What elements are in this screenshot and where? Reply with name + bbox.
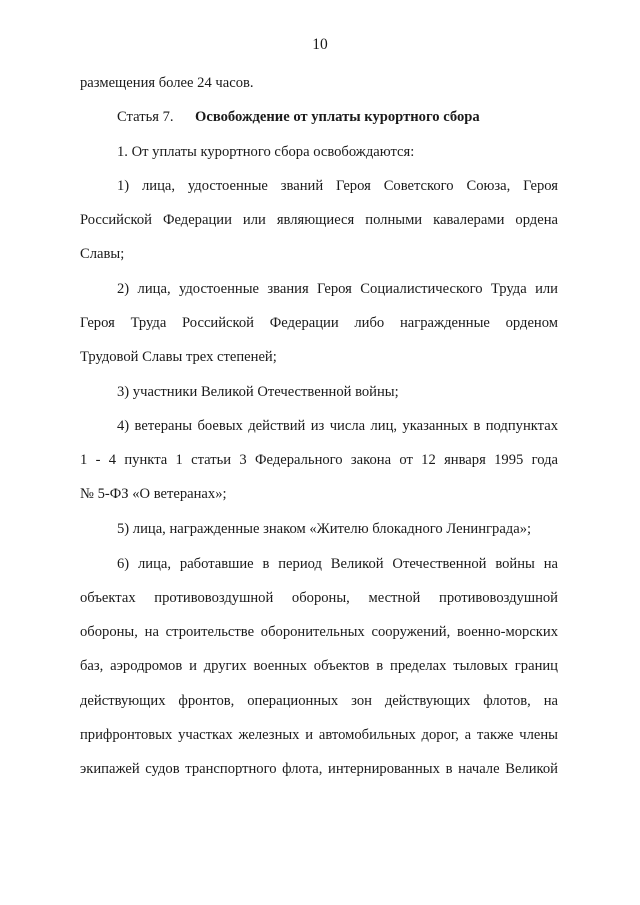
text-line: обороны, на строительстве оборонительных сооружений, военно-морских — [80, 624, 558, 640]
text-line: Героя Труда Российской Федерации либо награжденные орденом — [80, 315, 558, 331]
text-line: 5) лица, награжденные знаком «Жителю блокадного Ленинграда»; — [117, 521, 532, 537]
text-line: 6) лица, работавшие в период Великой Отечественной войны на — [117, 556, 558, 572]
text-line: 4) ветераны боевых действий из числа лиц, указанных в подпунктах — [117, 418, 558, 434]
text-line: размещения более 24 часов. — [80, 75, 254, 91]
text-line: 3) участники Великой Отечественной войны; — [117, 384, 399, 400]
text-line: 2) лица, удостоенные звания Героя Социалистического Труда или — [117, 281, 558, 297]
page-number: 10 — [312, 36, 328, 53]
text-line: действующих фронтов, операционных зон действующих флотов, на — [80, 693, 558, 709]
text-line: 1 - 4 пункта 1 статьи 3 Федерального закона от 12 января 1995 года — [80, 452, 558, 468]
text-line: 1) лица, удостоенные званий Героя Советского Союза, Героя — [117, 178, 558, 194]
text-line: прифронтовых участках железных и автомобильных дорог, а также члены — [80, 727, 558, 743]
text-line: баз, аэродромов и других военных объектов в пределах тыловых границ — [80, 658, 558, 674]
text-line: Славы; — [80, 246, 125, 262]
article-label: Статья 7. — [117, 109, 174, 125]
article-title: Освобождение от уплаты курортного сбора — [195, 109, 480, 125]
text-line: Трудовой Славы трех степеней; — [80, 349, 277, 365]
article-heading — [117, 109, 558, 126]
text-line: экипажей судов транспортного флота, интернированных в начале Великой — [80, 761, 558, 777]
text-line: 1. От уплаты курортного сбора освобождаются: — [117, 144, 415, 160]
text-line: № 5-ФЗ «О ветеранах»; — [80, 486, 227, 502]
text-line: Российской Федерации или являющиеся полными кавалерами ордена — [80, 212, 558, 228]
text-line: объектах противовоздушной обороны, местной противовоздушной — [80, 590, 558, 606]
